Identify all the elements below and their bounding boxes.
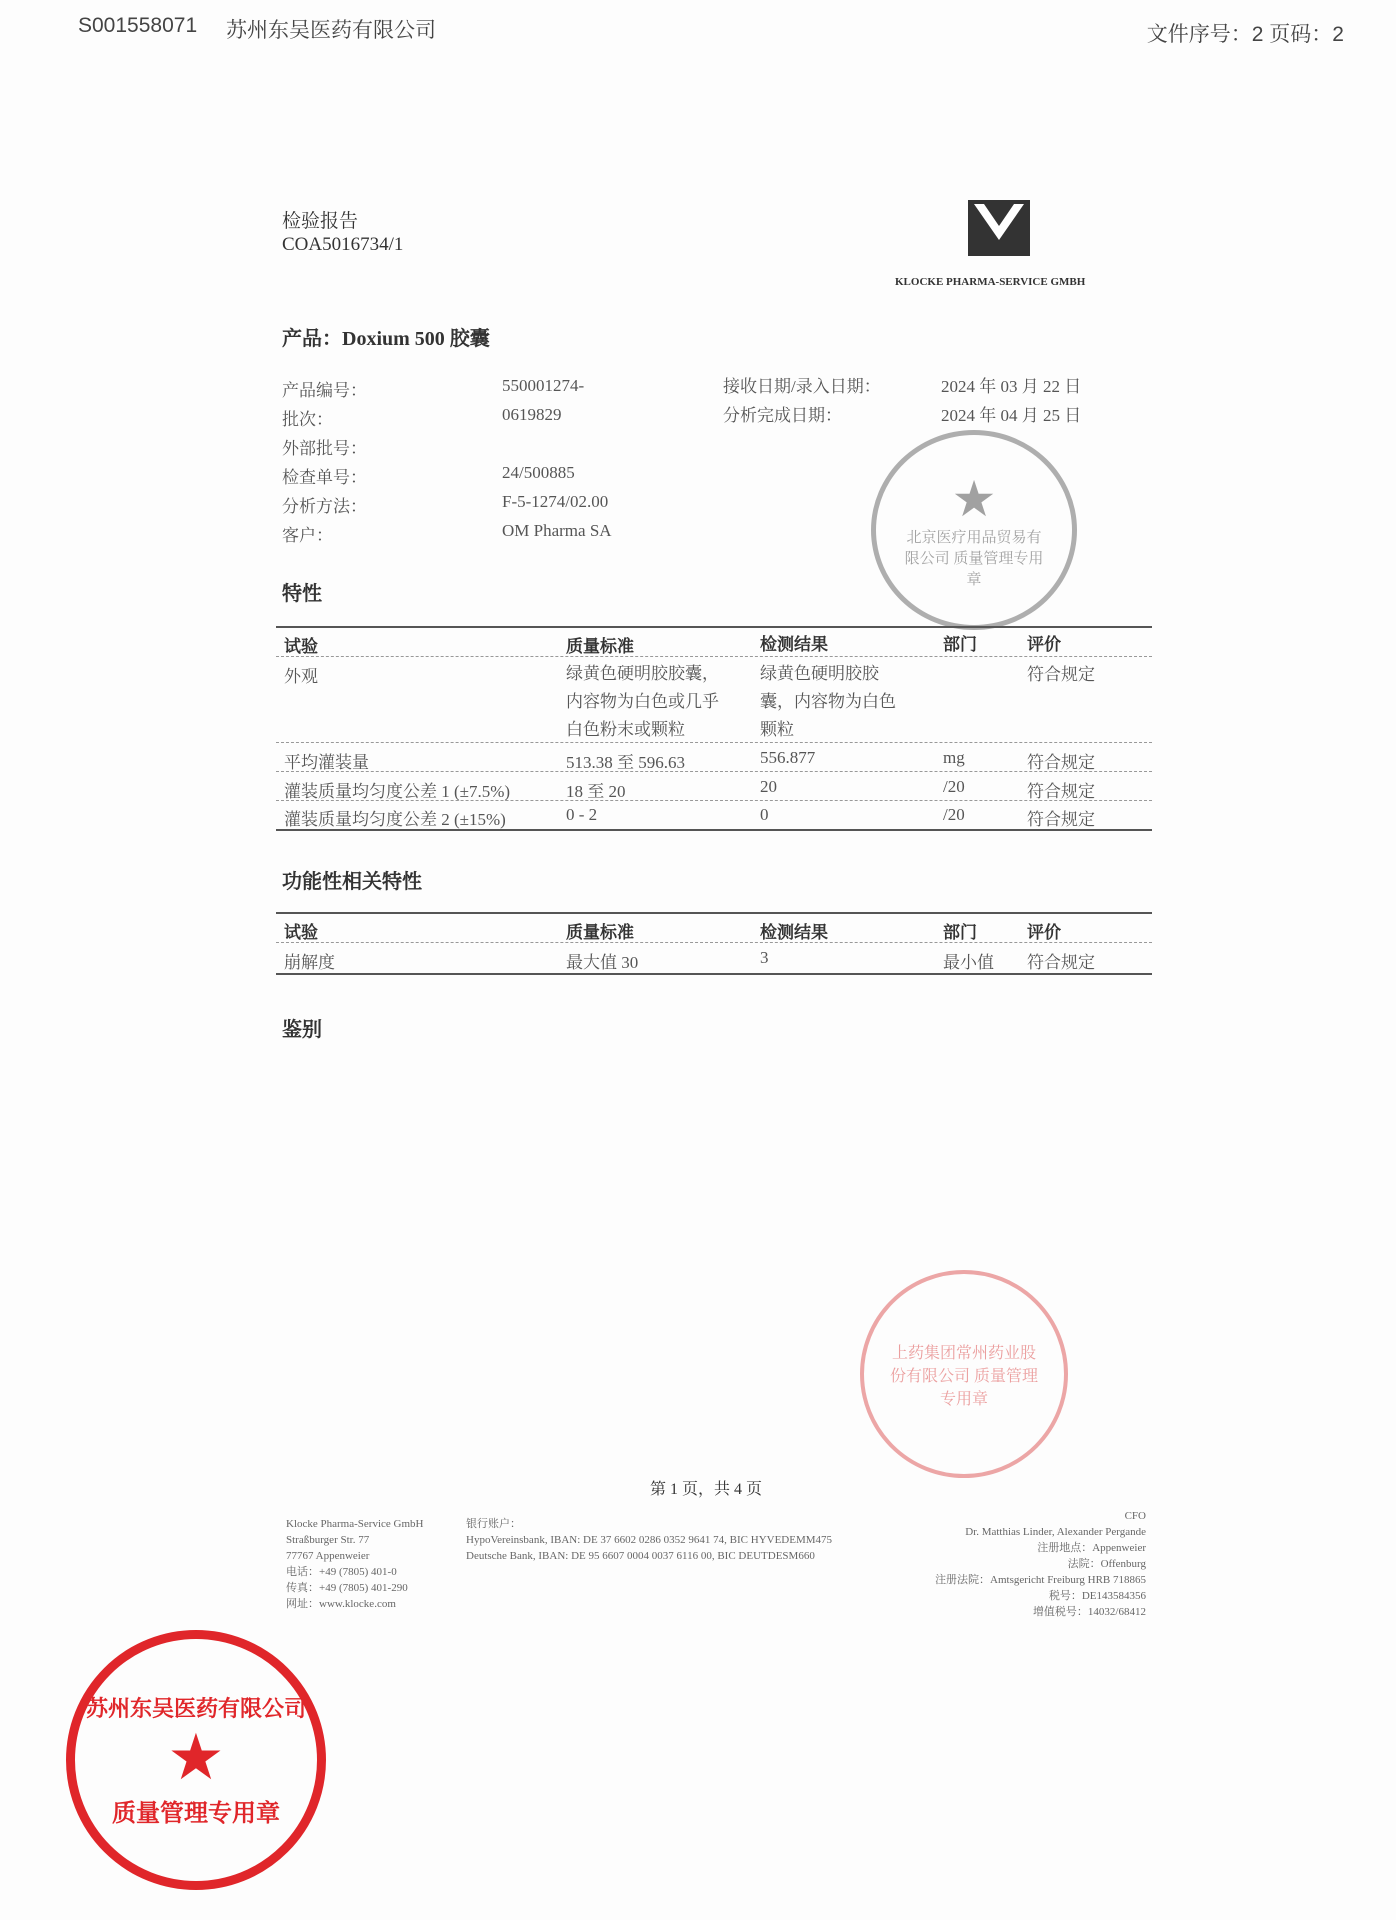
header-company: 苏州东吴医药有限公司 xyxy=(226,19,436,42)
col-header: 评价 xyxy=(1027,635,1061,654)
cell: 灌装质量均匀度公差 2 (±15%) xyxy=(284,810,506,829)
footer-line: 网址：www.klocke.com xyxy=(286,1598,396,1610)
page-number: 第 1 页，共 4 页 xyxy=(650,1481,763,1498)
date-label: 接收日期/录入日期： xyxy=(723,377,881,396)
star-icon: ★ xyxy=(167,1721,225,1795)
field-label: 外部批号： xyxy=(282,439,367,458)
field-value: OM Pharma SA xyxy=(502,521,612,540)
field-value: F-5-1274/02.00 xyxy=(502,492,609,511)
footer-line: 注册地点：Appenweier xyxy=(1037,1542,1146,1554)
footer-line: 77767 Appenweier xyxy=(286,1550,370,1562)
red-stamp-company: 苏州东吴医药有限公司 xyxy=(85,1697,306,1722)
date-label: 分析完成日期： xyxy=(723,406,842,425)
cell: 外观 xyxy=(284,667,318,686)
col-header: 检测结果 xyxy=(760,923,828,942)
footer-line: 电话：+49 (7805) 401-0 xyxy=(286,1566,397,1578)
footer-line: 传真：+49 (7805) 401-290 xyxy=(286,1582,408,1594)
footer-line: 增值税号：14032/68412 xyxy=(1032,1606,1146,1618)
red-stamp-main xyxy=(66,1630,326,1890)
product-title: 产品：Doxium 500 胶囊 xyxy=(282,328,490,350)
grey-stamp xyxy=(871,430,1077,630)
footer-line: HypoVereinsbank, IBAN: DE 37 6602 0286 0352 9641 74, BIC HYVEDEMM475 xyxy=(466,1534,833,1546)
footer-line: 银行账户： xyxy=(466,1518,521,1530)
field-value: 24/500885 xyxy=(502,463,575,482)
cell: 绿黄色硬明胶胶 囊，内容物为白色 颗粒 xyxy=(760,664,896,739)
cell: 符合规定 xyxy=(1027,782,1095,801)
section-title-functional: 功能性相关特性 xyxy=(282,871,422,893)
footer-line: 税号：DE143584356 xyxy=(1048,1590,1146,1602)
field-value: 0619829 xyxy=(502,405,562,424)
red-stamp-middle-text: 上药集团常州药业股份有限公司 质量管理专用章 xyxy=(889,1344,1038,1408)
col-header: 质量标准 xyxy=(566,637,634,656)
date-value: 2024 年 04 月 25 日 xyxy=(941,406,1082,425)
footer-line: Klocke Pharma-Service GmbH xyxy=(286,1518,424,1530)
section-title-properties: 特性 xyxy=(282,583,322,605)
cell: 0 xyxy=(760,805,769,824)
field-label: 客户： xyxy=(282,526,333,545)
cell: 符合规定 xyxy=(1027,753,1095,772)
footer-bank xyxy=(466,1516,832,1564)
red-stamp-middle xyxy=(860,1270,1068,1478)
cell: 556.877 xyxy=(760,748,816,767)
klocke-logo xyxy=(968,200,1030,256)
cell: 符合规定 xyxy=(1027,953,1095,972)
cell: 18 至 20 xyxy=(566,782,626,801)
footer-address xyxy=(286,1516,423,1612)
section-title-identification: 鉴别 xyxy=(282,1019,322,1041)
cell: 灌装质量均匀度公差 1 (±7.5%) xyxy=(284,782,511,801)
col-header: 部门 xyxy=(943,635,977,654)
field-label: 批次： xyxy=(282,410,333,429)
cell: 0 - 2 xyxy=(566,805,598,824)
col-header: 评价 xyxy=(1027,923,1061,942)
logo-mark-icon xyxy=(968,200,1030,244)
footer-line: 法院：Offenburg xyxy=(1067,1558,1146,1570)
footer-line: 注册法院：Amtsgericht Freiburg HRB 718865 xyxy=(935,1574,1146,1586)
cell: 符合规定 xyxy=(1027,810,1095,829)
doc-id: S001558071 xyxy=(78,14,198,37)
cell: 最小值 xyxy=(943,953,994,972)
col-header: 部门 xyxy=(943,923,977,942)
cell: 3 xyxy=(760,948,769,967)
cell: 崩解度 xyxy=(284,953,335,972)
cell: 513.38 至 596.63 xyxy=(566,753,685,772)
footer-line: Straßburger Str. 77 xyxy=(286,1534,370,1546)
footer-line: CFO xyxy=(1124,1510,1146,1522)
cell: /20 xyxy=(943,777,965,796)
field-label: 产品编号： xyxy=(282,381,367,400)
date-value: 2024 年 03 月 22 日 xyxy=(941,377,1082,396)
grey-stamp-text: 北京医疗用品贸易有限公司 质量管理专用章 xyxy=(904,529,1044,588)
cell: 符合规定 xyxy=(1027,665,1095,684)
cell: 20 xyxy=(760,777,777,796)
field-label: 检查单号： xyxy=(282,468,367,487)
report-title: 检验报告 xyxy=(282,211,359,232)
company-name: KLOCKE PHARMA-SERVICE GMBH xyxy=(895,276,1086,288)
field-value: 550001274- xyxy=(502,376,585,395)
field-label: 分析方法： xyxy=(282,497,367,516)
col-header: 检测结果 xyxy=(760,635,828,654)
col-header: 试验 xyxy=(284,637,318,656)
col-header: 试验 xyxy=(284,923,318,942)
cell: 绿黄色硬明胶胶囊， 内容物为白色或几乎 白色粉末或颗粒 xyxy=(566,664,719,739)
red-stamp-label: 质量管理专用章 xyxy=(111,1799,280,1827)
cell: /20 xyxy=(943,805,965,824)
footer-line: Deutsche Bank, IBAN: DE 95 6607 0004 0037 6116 00, BIC DEUTDESM660 xyxy=(466,1550,815,1562)
report-number: COA5016734/1 xyxy=(282,234,404,255)
file-info: 文件序号：2 页码：2 xyxy=(1146,23,1344,46)
cell: mg xyxy=(943,748,965,767)
footer-legal xyxy=(935,1508,1146,1620)
cell: 最大值 30 xyxy=(566,953,639,972)
footer-line: Dr. Matthias Linder, Alexander Pergande xyxy=(965,1526,1146,1538)
cell: 平均灌装量 xyxy=(284,753,369,772)
star-icon: ★ xyxy=(951,470,997,527)
col-header: 质量标准 xyxy=(566,923,634,942)
